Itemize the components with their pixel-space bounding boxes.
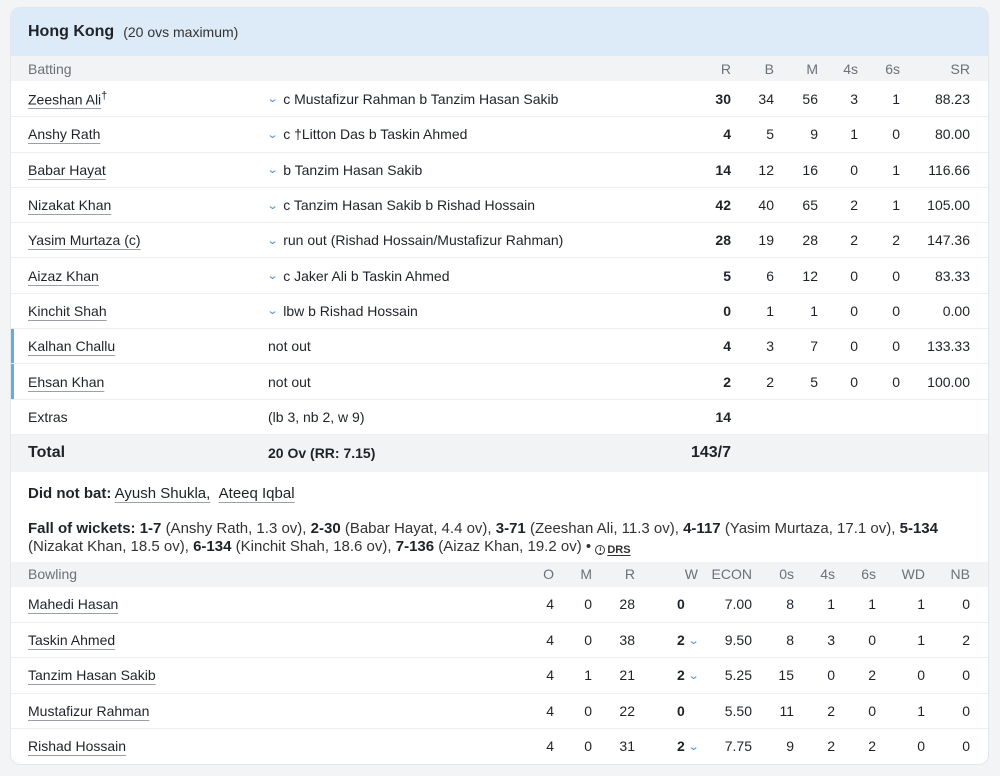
fow-score: 5-134: [899, 519, 938, 537]
batter-runs: 42: [715, 197, 731, 214]
batter-sixes: 0: [892, 338, 900, 355]
chevron-down-icon[interactable]: ⌄: [266, 234, 279, 247]
batter-sixes: 1: [892, 90, 900, 107]
batter-runs: 28: [715, 232, 731, 249]
batting-header-sixes: 6s: [885, 60, 900, 77]
batter-strike-rate: 133.33: [927, 338, 970, 355]
batter-minutes: 65: [802, 197, 818, 214]
dismissal-text: c Mustafizur Rahman b Tanzim Hasan Sakib: [283, 90, 559, 107]
batter-minutes: 1: [810, 302, 818, 319]
batter-name[interactable]: Yasim Murtaza (c): [28, 232, 141, 249]
batter-balls: 1: [766, 302, 774, 319]
dismissal-text: b Tanzim Hasan Sakib: [283, 161, 423, 178]
batter-name-cell: [28, 126, 100, 142]
bowling-header-wickets: W: [684, 566, 698, 583]
batter-strike-rate: 116.66: [928, 161, 970, 178]
bowler-overs: 4: [546, 702, 554, 719]
extras-value: 14: [715, 408, 731, 425]
batter-name[interactable]: Kinchit Shah: [28, 302, 107, 319]
batting-table: [11, 81, 988, 399]
bowler-maidens: 0: [584, 632, 592, 649]
did-not-bat: [11, 472, 988, 514]
bowler-fours: 2: [827, 738, 835, 754]
batter-balls: 3: [766, 338, 774, 355]
dismissal-text: c †Litton Das b Taskin Ahmed: [283, 126, 468, 143]
bowler-name-cell: [28, 632, 115, 648]
bowling-row: [11, 728, 988, 763]
bowler-fours: 1: [827, 596, 835, 613]
did-not-bat-label: Did not bat:: [28, 484, 112, 502]
batting-header-strike-rate: SR: [950, 60, 970, 77]
dismissal-cell[interactable]: [268, 268, 450, 284]
bowler-noballs: 0: [962, 596, 970, 613]
bowler-wickets: 2: [676, 738, 685, 754]
bowling-header-sixes: 6s: [861, 566, 876, 583]
bowler-overs: 4: [546, 596, 554, 613]
bowler-maidens: 0: [584, 702, 592, 719]
bowler-economy: 5.50: [724, 702, 752, 719]
bowler-name[interactable]: Mustafizur Rahman: [28, 702, 150, 719]
bowler-runs: 22: [619, 702, 635, 719]
batter-balls: 34: [758, 90, 774, 107]
batter-sixes: 0: [892, 373, 900, 390]
fow-detail: (Aizaz Khan, 19.2 ov): [438, 537, 582, 555]
batter-fours: 0: [850, 373, 858, 390]
batter-strike-rate: 105.00: [927, 197, 970, 214]
batter-fours: 2: [850, 197, 858, 214]
bowler-economy: 7.75: [724, 738, 752, 754]
batter-minutes: 7: [810, 338, 818, 355]
bowler-wickets-cell[interactable]: [677, 632, 698, 648]
bowler-economy: 7.00: [724, 596, 752, 613]
batting-header-fours: 4s: [843, 60, 858, 77]
bowling-header-wides: WD: [901, 566, 925, 583]
batter-name[interactable]: Nizakat Khan: [28, 197, 112, 214]
chevron-down-icon[interactable]: ⌄: [687, 634, 700, 647]
batter-strike-rate: 100.00: [927, 373, 970, 390]
chevron-down-icon[interactable]: ⌄: [687, 669, 700, 682]
bowling-row: [11, 587, 988, 622]
batter-fours: 0: [850, 161, 858, 178]
batter-name-cell: [28, 197, 111, 213]
bowler-wickets-cell: [677, 596, 698, 612]
dismissal-cell[interactable]: [268, 197, 535, 213]
bowler-fours: 0: [827, 667, 835, 684]
bowler-overs: 4: [546, 667, 554, 684]
fow-detail: (Zeeshan Ali, 11.3 ov),: [529, 519, 679, 537]
bowler-sixes: 1: [868, 596, 876, 613]
dismissal-text: not out: [268, 373, 311, 390]
batter-minutes: 16: [802, 161, 818, 178]
chevron-down-icon[interactable]: ⌄: [266, 93, 279, 106]
batter-fours: 3: [850, 90, 858, 107]
batter-name[interactable]: Kalhan Challu: [28, 338, 116, 355]
batter-runs: 4: [723, 338, 731, 355]
batter-fours: 0: [850, 267, 858, 284]
overs-limit: (20 ovs maximum): [123, 24, 239, 40]
batter-minutes: 28: [802, 232, 818, 249]
batter-name-cell: [28, 162, 106, 178]
bowler-sixes: 0: [868, 632, 876, 649]
extras-label: Extras: [28, 408, 68, 425]
batter-name-cell: [28, 303, 107, 319]
chevron-down-icon[interactable]: ⌄: [266, 270, 279, 283]
batter-runs: 14: [715, 161, 731, 178]
bowling-header-label: Bowling: [28, 566, 78, 583]
bowling-row: [11, 622, 988, 657]
batting-row: [11, 81, 988, 116]
bowler-maidens: 0: [584, 596, 592, 613]
bowler-wickets-cell[interactable]: [677, 738, 698, 754]
batting-header-minutes: M: [806, 60, 818, 77]
chevron-down-icon[interactable]: ⌄: [266, 164, 279, 177]
bowler-noballs: 0: [962, 667, 970, 684]
bowler-wides: 0: [917, 738, 925, 754]
bowler-runs: 31: [619, 738, 635, 754]
batter-fours: 1: [850, 126, 858, 143]
did-not-bat-player[interactable]: Ayush Shukla,: [114, 484, 211, 502]
fow-items: [28, 520, 938, 555]
dismissal-text: not out: [268, 338, 311, 355]
bowler-wides: 1: [917, 596, 925, 613]
fow-detail: (Kinchit Shah, 18.6 ov),: [235, 537, 392, 555]
dismissal-text: c Tanzim Hasan Sakib b Rishad Hossain: [283, 197, 536, 214]
bowler-runs: 28: [619, 596, 635, 613]
batter-balls: 12: [758, 161, 774, 178]
dismissal-cell[interactable]: [268, 303, 418, 319]
chevron-down-icon[interactable]: ⌄: [266, 305, 279, 318]
scorecard-card: [10, 7, 989, 765]
bowler-name[interactable]: Mahedi Hasan: [28, 596, 119, 613]
bowler-name[interactable]: Taskin Ahmed: [28, 632, 116, 649]
batter-balls: 40: [758, 197, 774, 214]
bowler-fours: 2: [827, 702, 835, 719]
bowling-row: [11, 657, 988, 692]
bowling-header-overs: O: [543, 566, 554, 583]
bowler-wides: 1: [917, 702, 925, 719]
drs-label: DRS: [607, 543, 631, 556]
batter-balls: 19: [758, 232, 774, 249]
dismissal-text: run out (Rishad Hossain/Mustafizur Rahman): [283, 232, 564, 249]
total-detail: 20 Ov (RR: 7.15): [268, 445, 376, 462]
fow-score: 3-71: [495, 519, 526, 537]
bowler-noballs: 2: [962, 632, 970, 649]
bowler-wickets: 0: [676, 596, 685, 613]
batter-name[interactable]: Anshy Rath: [28, 126, 101, 143]
batter-name-cell: [28, 268, 99, 284]
dismissal-cell[interactable]: [268, 162, 422, 178]
batter-balls: 6: [766, 267, 774, 284]
batting-row: [11, 257, 988, 292]
batting-row: [11, 152, 988, 187]
bowler-dots: 15: [778, 667, 794, 684]
team-name: Hong Kong: [28, 23, 115, 40]
bowler-fours: 3: [827, 632, 835, 649]
bowling-row: [11, 693, 988, 728]
bowler-maidens: 1: [584, 667, 592, 684]
bowler-name-cell: [28, 596, 118, 612]
keeper-mark: †: [101, 89, 108, 102]
batter-name-cell: [28, 232, 141, 248]
batter-strike-rate: 88.23: [934, 90, 970, 107]
batter-runs: 30: [715, 90, 731, 107]
fow-detail: (Nizakat Khan, 18.5 ov),: [28, 537, 189, 555]
drs-link[interactable]: [595, 541, 630, 559]
bowler-overs: 4: [546, 632, 554, 649]
dismissal-cell[interactable]: [268, 91, 558, 107]
batter-runs: 4: [723, 126, 731, 143]
batter-strike-rate: 0.00: [942, 302, 970, 319]
team-header: [11, 8, 988, 56]
dismissal-text: lbw b Rishad Hossain: [283, 302, 418, 319]
batting-header-label: Batting: [28, 60, 72, 77]
chevron-down-icon[interactable]: ⌄: [266, 128, 279, 141]
bowler-dots: 8: [786, 632, 794, 649]
batter-name-cell: [28, 374, 104, 390]
extras-detail: (lb 3, nb 2, w 9): [268, 408, 365, 425]
bowling-header-maidens: M: [580, 566, 592, 583]
bowler-name-cell: [28, 667, 156, 683]
bowler-wickets-cell[interactable]: [677, 667, 698, 683]
total-label: Total: [28, 444, 66, 462]
total-value: 143/7: [690, 444, 731, 462]
batter-sixes: 0: [892, 267, 900, 284]
dismissal-text: c Jaker Ali b Taskin Ahmed: [283, 267, 450, 284]
batter-name[interactable]: Zeeshan Ali: [28, 91, 102, 108]
batter-sixes: 0: [892, 126, 900, 143]
fow-score: 4-117: [683, 519, 721, 537]
info-icon: i: [595, 545, 605, 555]
bowler-wides: 0: [917, 667, 925, 684]
batter-balls: 5: [766, 126, 774, 143]
dismissal-cell[interactable]: [268, 126, 467, 142]
chevron-down-icon[interactable]: ⌄: [266, 199, 279, 212]
batter-minutes: 5: [810, 373, 818, 390]
bowler-dots: 9: [786, 738, 794, 754]
batter-sixes: 1: [892, 197, 900, 214]
bowler-wickets-cell: [677, 703, 698, 719]
bowling-header-fours: 4s: [820, 566, 835, 583]
batter-minutes: 12: [802, 267, 818, 284]
bowler-sixes: 2: [868, 738, 876, 754]
bowler-sixes: 0: [868, 702, 876, 719]
bowler-noballs: 0: [962, 738, 970, 754]
dismissal-cell: [268, 338, 311, 354]
fow-score: 6-134: [193, 537, 232, 555]
dismissal-cell[interactable]: [268, 232, 563, 248]
bowler-overs: 4: [546, 738, 554, 754]
batter-name[interactable]: Ehsan Khan: [28, 373, 105, 390]
bowler-economy: 5.25: [724, 667, 752, 684]
bowler-name[interactable]: Rishad Hossain: [28, 738, 127, 754]
bowler-economy: 9.50: [724, 632, 752, 649]
bowler-sixes: 2: [868, 667, 876, 684]
batter-name-cell: [28, 338, 115, 354]
fow-separator: •: [585, 537, 592, 555]
bowler-name-cell: [28, 738, 126, 754]
batter-strike-rate: 80.00: [934, 126, 970, 143]
bowling-table: [11, 587, 988, 763]
batting-row: [11, 187, 988, 222]
batter-sixes: 0: [892, 302, 900, 319]
bowling-header-dots: 0s: [779, 566, 794, 583]
fow-label: Fall of wickets:: [28, 519, 136, 537]
batter-name[interactable]: Babar Hayat: [28, 161, 106, 178]
bowler-wickets: 2: [676, 632, 685, 649]
bowling-header-economy: ECON: [711, 566, 752, 583]
batter-fours: 0: [850, 302, 858, 319]
batter-runs: 0: [723, 302, 731, 319]
fow-score: 7-136: [395, 537, 435, 555]
batter-strike-rate: 147.36: [927, 232, 970, 249]
dismissal-cell: [268, 374, 311, 390]
batter-minutes: 9: [810, 126, 818, 143]
bowler-wides: 1: [917, 632, 925, 649]
fow-score: 1-7: [139, 519, 162, 537]
batting-header-balls: B: [764, 60, 774, 77]
bowling-header-row: [11, 562, 988, 587]
batter-fours: 2: [850, 232, 858, 249]
fall-of-wickets: [11, 514, 988, 562]
bowler-name[interactable]: Tanzim Hasan Sakib: [28, 667, 156, 684]
bowler-wickets: 0: [676, 702, 685, 719]
batter-fours: 0: [850, 338, 858, 355]
bowler-maidens: 0: [584, 738, 592, 754]
batter-balls: 2: [766, 373, 774, 390]
bowler-dots: 8: [786, 596, 794, 613]
batter-strike-rate: 83.33: [934, 267, 970, 284]
chevron-down-icon[interactable]: ⌄: [687, 740, 700, 753]
fow-detail: (Babar Hayat, 4.4 ov),: [344, 519, 492, 537]
total-row: [11, 434, 988, 472]
batting-row: [11, 116, 988, 151]
bowler-noballs: 0: [962, 702, 970, 719]
batting-row: [11, 293, 988, 328]
fow-detail: (Yasim Murtaza, 17.1 ov),: [724, 519, 896, 537]
extras-row: [11, 399, 988, 434]
batting-header-runs: R: [720, 60, 731, 77]
fow-score: 2-30: [310, 519, 341, 537]
bowler-dots: 11: [779, 702, 794, 719]
batter-name-cell: [28, 90, 107, 108]
bowler-wickets: 2: [676, 667, 685, 684]
fow-detail: (Anshy Rath, 1.3 ov),: [165, 519, 307, 537]
batter-runs: 5: [723, 267, 731, 284]
batter-name[interactable]: Aizaz Khan: [28, 267, 99, 284]
batter-sixes: 2: [892, 232, 900, 249]
bowling-header-noballs: NB: [950, 566, 970, 583]
bowler-name-cell: [28, 703, 149, 719]
batter-minutes: 56: [802, 90, 818, 107]
batter-sixes: 1: [892, 161, 900, 178]
batting-row: [11, 363, 988, 398]
batting-row: [11, 222, 988, 257]
batting-row: [11, 328, 988, 363]
did-not-bat-player[interactable]: Ateeq Iqbal: [218, 484, 295, 502]
batting-header-row: [11, 56, 988, 81]
bowler-runs: 21: [619, 667, 635, 684]
bowling-header-runs: R: [624, 566, 635, 583]
bowler-runs: 38: [619, 632, 635, 649]
batter-runs: 2: [723, 373, 731, 390]
